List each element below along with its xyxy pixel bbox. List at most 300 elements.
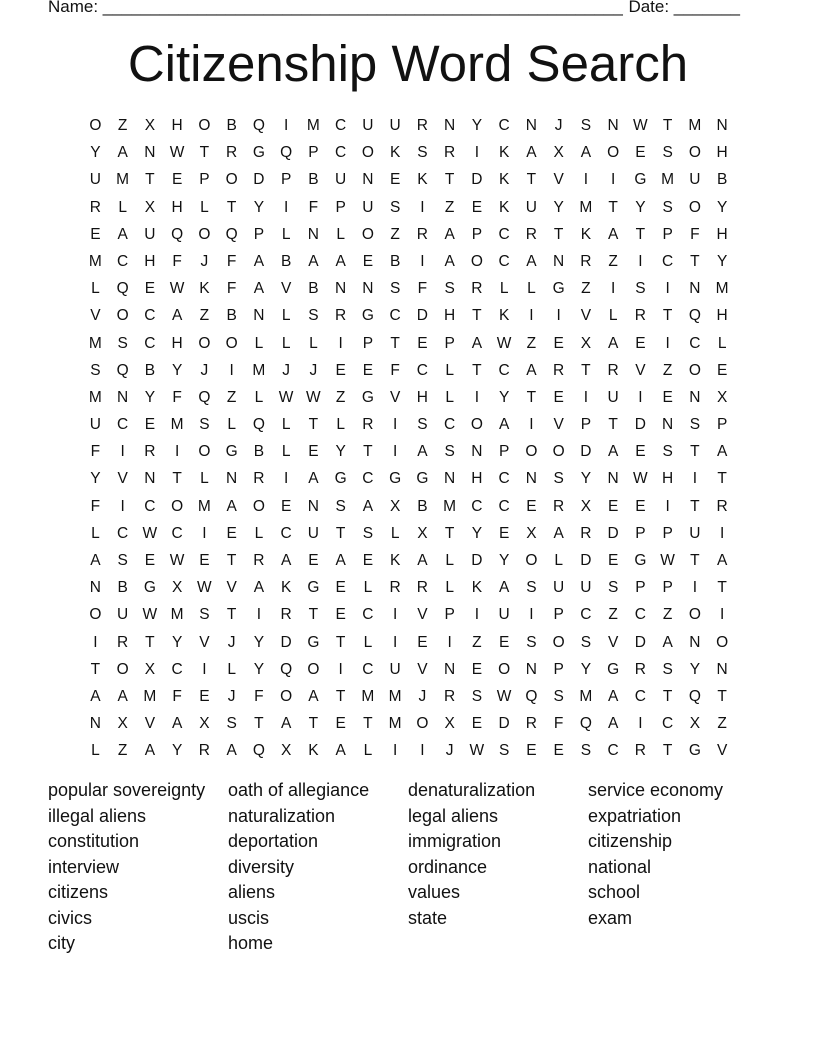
grid-letter: N — [689, 388, 701, 406]
grid-letter: R — [580, 524, 592, 542]
grid-letter: P — [199, 171, 211, 189]
grid-letter: K — [498, 144, 510, 162]
grid-letter: P — [498, 443, 510, 461]
grid-letter: V — [389, 388, 401, 406]
grid-letter: L — [227, 416, 237, 434]
grid-letter: A — [90, 687, 102, 705]
grid-letter: Z — [662, 606, 673, 624]
grid-letter: R — [634, 660, 647, 678]
word-list-item: expatriation — [588, 805, 682, 826]
grid-letter: D — [471, 171, 483, 189]
grid-letter: C — [171, 524, 184, 542]
grid-letter: A — [662, 633, 674, 651]
grid-letter: Y — [716, 252, 728, 270]
grid-letter: R — [416, 579, 429, 597]
grid-letter: D — [634, 416, 647, 434]
grid-letter: S — [607, 579, 619, 597]
grid-letter: A — [226, 497, 238, 515]
grid-letter: Q — [225, 225, 239, 243]
word-list-item: diversity — [228, 856, 295, 877]
grid-letter: N — [335, 280, 347, 298]
grid-letter: W — [278, 388, 294, 406]
grid-letter: K — [308, 742, 320, 760]
grid-letter: R — [416, 117, 429, 134]
grid-letter: S — [417, 416, 429, 434]
grid-letter: L — [717, 334, 727, 352]
grid-letter: A — [526, 252, 538, 270]
grid-letter: F — [90, 443, 101, 461]
grid-letter: S — [199, 416, 211, 434]
grid-letter: Y — [580, 470, 592, 488]
grid-letter: Q — [525, 687, 538, 705]
grid-letter: M — [361, 687, 375, 705]
word-list-item: home — [228, 933, 274, 953]
grid-letter: L — [254, 334, 264, 352]
grid-letter: G — [634, 552, 647, 569]
grid-letter: G — [416, 470, 429, 488]
grid-letter: S — [580, 742, 592, 760]
grid-letter: N — [117, 388, 129, 406]
grid-letter: E — [199, 687, 211, 705]
grid-letter: T — [226, 606, 237, 624]
grid-letter: P — [662, 524, 674, 542]
grid-letter: V — [417, 606, 429, 624]
grid-letter: E — [389, 171, 401, 189]
grid-letter: Y — [171, 742, 183, 760]
grid-letter: R — [553, 497, 565, 515]
grid-letter: I — [420, 742, 426, 760]
grid-letter: T — [690, 497, 701, 515]
grid-letter: S — [635, 280, 647, 298]
grid-letter: I — [583, 388, 589, 406]
grid-letter: O — [116, 660, 130, 678]
grid-letter: V — [553, 171, 565, 189]
grid-letter: V — [199, 633, 211, 651]
grid-letter: L — [445, 361, 455, 379]
grid-letter: K — [280, 579, 292, 597]
grid-letter: P — [280, 171, 292, 189]
grid-letter: Y — [580, 660, 592, 678]
grid-letter: D — [280, 633, 293, 651]
grid-letter: E — [308, 443, 320, 461]
word-list-item: civics — [48, 907, 92, 928]
grid-letter: E — [716, 361, 728, 379]
grid-letter: I — [174, 443, 180, 461]
grid-letter: A — [444, 252, 456, 270]
grid-letter: Y — [253, 198, 265, 216]
grid-letter: H — [171, 334, 184, 352]
grid-letter: I — [583, 171, 589, 189]
grid-letter: Z — [444, 198, 455, 216]
grid-letter: U — [389, 117, 402, 134]
grid-letter: Q — [252, 416, 266, 434]
grid-letter: L — [363, 742, 373, 760]
grid-letter: F — [172, 388, 183, 406]
grid-letter: F — [390, 361, 401, 379]
grid-letter: L — [254, 388, 264, 406]
grid-letter: T — [662, 742, 673, 760]
grid-letter: E — [144, 552, 156, 569]
grid-letter: E — [607, 497, 619, 515]
grid-letter: A — [253, 252, 265, 270]
grid-letter: P — [580, 416, 592, 434]
grid-letter: E — [362, 361, 374, 379]
grid-letter: U — [580, 579, 592, 597]
grid-letter: Y — [716, 198, 728, 216]
grid-letter: R — [634, 307, 647, 325]
grid-letter: K — [580, 225, 592, 243]
grid-letter: E — [553, 742, 565, 760]
grid-letter: X — [580, 497, 592, 515]
grid-letter: R — [471, 280, 483, 298]
grid-letter: N — [662, 416, 674, 434]
grid-letter: T — [608, 198, 619, 216]
grid-letter: S — [362, 524, 374, 542]
grid-letter: K — [471, 579, 483, 597]
grid-letter: E — [144, 280, 156, 298]
grid-letter: I — [474, 606, 480, 624]
grid-letter: O — [688, 144, 702, 162]
grid-letter: O — [89, 117, 102, 134]
grid-letter: N — [525, 470, 538, 488]
grid-letter: T — [472, 307, 483, 325]
grid-letter: Z — [608, 606, 619, 624]
grid-letter: H — [716, 307, 729, 325]
grid-letter: B — [308, 280, 320, 298]
grid-letter: L — [281, 416, 291, 434]
grid-letter: C — [634, 606, 647, 624]
grid-letter: G — [307, 633, 320, 651]
grid-letter: X — [144, 117, 156, 134]
grid-letter: I — [665, 280, 671, 298]
grid-letter: J — [227, 687, 236, 705]
word-list-item: interview — [48, 856, 120, 877]
grid-letter: C — [471, 497, 483, 515]
grid-letter: B — [144, 361, 156, 379]
grid-letter: T — [581, 361, 592, 379]
word-list-item: constitution — [48, 831, 140, 851]
grid-letter: P — [635, 579, 647, 597]
letter-grid — [82, 112, 736, 765]
grid-letter: L — [91, 280, 101, 298]
grid-letter: C — [117, 252, 129, 270]
grid-letter: J — [200, 361, 209, 379]
grid-letter: L — [390, 524, 400, 542]
grid-letter: P — [553, 606, 565, 624]
grid-letter: G — [225, 443, 239, 461]
grid-letter: E — [417, 334, 429, 352]
grid-letter: A — [417, 443, 429, 461]
grid-letter: A — [498, 579, 510, 597]
grid-letter: C — [117, 524, 129, 542]
grid-letter: E — [199, 552, 211, 569]
grid-letter: Q — [688, 307, 702, 325]
grid-letter: Y — [471, 524, 483, 542]
grid-letter: Y — [90, 470, 102, 488]
grid-letter: R — [553, 361, 565, 379]
word-list-item: state — [408, 907, 448, 928]
grid-letter: M — [170, 606, 185, 624]
grid-letter: E — [226, 524, 238, 542]
grid-letter: E — [635, 443, 647, 461]
grid-letter: R — [389, 579, 402, 597]
grid-letter: L — [91, 742, 101, 760]
grid-letter: M — [170, 416, 185, 434]
grid-letter: O — [280, 687, 293, 705]
grid-letter: A — [526, 144, 538, 162]
grid-letter: T — [172, 470, 183, 488]
word-list-item: school — [588, 882, 641, 902]
grid-letter: N — [607, 117, 620, 134]
grid-letter: U — [307, 524, 320, 542]
grid-letter: Q — [579, 715, 593, 733]
grid-letter: Y — [689, 660, 701, 678]
grid-letter: A — [526, 361, 538, 379]
grid-letter: C — [362, 470, 374, 488]
grid-letter: S — [199, 606, 211, 624]
grid-letter: S — [308, 307, 320, 325]
grid-letter: W — [496, 687, 512, 705]
grid-letter: F — [690, 225, 701, 243]
grid-letter: J — [445, 742, 454, 760]
grid-letter: R — [280, 606, 293, 624]
grid-letter: Z — [526, 334, 537, 352]
grid-letter: T — [635, 225, 646, 243]
grid-letter: I — [638, 252, 644, 270]
grid-letter: E — [335, 715, 347, 733]
word-list-item: ordinance — [408, 856, 488, 877]
grid-letter: N — [525, 117, 538, 134]
word-list-item: uscis — [228, 907, 270, 928]
grid-letter: N — [89, 579, 102, 597]
grid-letter: X — [144, 198, 156, 216]
grid-letter: C — [144, 497, 156, 515]
grid-letter: R — [362, 416, 374, 434]
grid-letter: U — [498, 606, 511, 624]
word-list-item: immigration — [408, 831, 502, 851]
grid-letter: Q — [116, 361, 130, 379]
grid-letter: F — [90, 497, 101, 515]
grid-letter: R — [525, 715, 538, 733]
grid-letter: Q — [280, 144, 293, 162]
grid-letter: U — [525, 198, 538, 216]
grid-letter: W — [142, 606, 158, 624]
grid-letter: T — [199, 144, 210, 162]
grid-letter: F — [308, 198, 319, 216]
grid-letter: T — [363, 715, 374, 733]
grid-letter: O — [225, 171, 239, 189]
grid-letter: Z — [662, 361, 673, 379]
grid-letter: C — [498, 252, 511, 270]
word-list-item: citizenship — [588, 831, 673, 851]
grid-letter: Q — [198, 388, 211, 406]
grid-letter: F — [172, 687, 183, 705]
grid-letter: L — [281, 307, 291, 325]
word-list-item: oath of allegiance — [228, 780, 370, 800]
grid-letter: E — [607, 552, 619, 569]
grid-letter: H — [471, 470, 483, 488]
grid-letter: R — [634, 742, 647, 760]
grid-letter: Q — [280, 660, 293, 678]
grid-letter: T — [526, 388, 537, 406]
grid-letter: P — [635, 524, 647, 542]
grid-letter: M — [197, 497, 212, 515]
grid-letter: M — [88, 252, 103, 270]
grid-letter: M — [579, 198, 593, 216]
grid-letter: O — [552, 633, 566, 651]
grid-letter: O — [716, 633, 729, 651]
grid-letter: E — [335, 579, 347, 597]
grid-letter: X — [144, 660, 156, 678]
grid-letter: I — [529, 307, 535, 325]
grid-letter: T — [145, 633, 156, 651]
grid-letter: E — [553, 334, 565, 352]
grid-letter: T — [662, 687, 673, 705]
grid-letter: Y — [90, 144, 102, 162]
grid-letter: R — [444, 687, 456, 705]
grid-letter: E — [335, 361, 347, 379]
grid-letter: S — [498, 742, 510, 760]
grid-letter: I — [392, 416, 398, 434]
grid-letter: X — [444, 715, 456, 733]
grid-letter: B — [226, 307, 238, 325]
grid-letter: A — [171, 715, 183, 733]
grid-letter: I — [692, 579, 698, 597]
grid-letter: W — [660, 552, 676, 569]
grid-letter: L — [281, 443, 291, 461]
grid-letter: P — [662, 225, 674, 243]
word-list-item: illegal aliens — [48, 805, 147, 826]
grid-letter: I — [420, 252, 426, 270]
grid-letter: C — [389, 307, 402, 325]
grid-letter: W — [469, 742, 485, 760]
grid-letter: V — [90, 307, 102, 325]
grid-letter: R — [335, 307, 347, 325]
grid-letter: S — [444, 443, 456, 461]
grid-letter: A — [335, 252, 347, 270]
grid-letter: L — [445, 552, 455, 569]
grid-letter: O — [525, 552, 538, 569]
grid-letter: T — [308, 606, 319, 624]
grid-letter: M — [388, 687, 403, 705]
grid-letter: U — [689, 171, 701, 189]
grid-letter: O — [198, 443, 211, 461]
grid-letter: A — [144, 742, 156, 760]
grid-letter: Q — [688, 687, 702, 705]
grid-letter: C — [144, 334, 156, 352]
grid-letter: F — [417, 280, 428, 298]
grid-letter: R — [89, 198, 102, 216]
grid-letter: T — [717, 687, 728, 705]
grid-letter: U — [89, 416, 102, 434]
grid-letter: T — [472, 361, 483, 379]
grid-letter: E — [308, 552, 320, 569]
word-list-item: denaturalization — [408, 780, 536, 800]
grid-letter: T — [145, 171, 156, 189]
date-field-label: Date: _______ — [628, 0, 740, 16]
grid-letter: U — [553, 579, 565, 597]
grid-letter: M — [688, 117, 702, 134]
grid-letter: P — [362, 334, 374, 352]
grid-letter: T — [608, 416, 619, 434]
grid-letter: N — [362, 171, 374, 189]
grid-letter: F — [226, 280, 237, 298]
grid-letter: W — [633, 470, 649, 488]
grid-letter: Z — [117, 742, 128, 760]
grid-letter: M — [661, 171, 675, 189]
grid-letter: H — [144, 252, 156, 270]
grid-letter: E — [144, 416, 156, 434]
grid-letter: R — [144, 443, 156, 461]
grid-letter: H — [171, 117, 184, 134]
grid-letter: S — [226, 715, 238, 733]
grid-letter: V — [144, 715, 156, 733]
grid-letter: C — [607, 742, 620, 760]
grid-letter: O — [688, 361, 702, 379]
grid-letter: F — [254, 687, 265, 705]
grid-letter: I — [692, 470, 698, 488]
grid-letter: K — [498, 198, 510, 216]
grid-letter: N — [444, 470, 456, 488]
grid-letter: S — [444, 280, 456, 298]
grid-letter: B — [389, 252, 401, 270]
grid-letter: I — [392, 443, 398, 461]
word-list-item: exam — [588, 907, 633, 928]
grid-letter: C — [444, 416, 456, 434]
grid-letter: D — [498, 715, 511, 733]
grid-letter: M — [88, 388, 103, 406]
grid-letter: I — [420, 198, 426, 216]
grid-letter: E — [280, 497, 292, 515]
grid-letter: O — [498, 660, 511, 678]
grid-letter: T — [690, 552, 701, 569]
grid-letter: I — [665, 497, 671, 515]
grid-letter: B — [117, 579, 129, 597]
grid-letter: K — [498, 307, 510, 325]
grid-letter: G — [688, 742, 702, 760]
grid-letter: A — [117, 144, 129, 162]
word-list-item: national — [588, 856, 652, 877]
grid-letter: A — [716, 552, 728, 569]
grid-letter: S — [389, 280, 401, 298]
grid-letter: I — [283, 117, 289, 134]
grid-letter: S — [580, 117, 592, 134]
grid-letter: E — [471, 715, 483, 733]
grid-letter: X — [716, 388, 728, 406]
grid-letter: O — [252, 497, 266, 515]
grid-letter: E — [171, 171, 183, 189]
grid-letter: A — [553, 524, 565, 542]
grid-letter: C — [335, 144, 347, 162]
grid-letter: X — [280, 742, 292, 760]
grid-letter: H — [444, 307, 456, 325]
grid-letter: G — [634, 171, 647, 189]
grid-letter: A — [253, 579, 265, 597]
grid-letter: S — [580, 633, 592, 651]
grid-letter: T — [444, 524, 455, 542]
grid-letter: A — [471, 334, 483, 352]
grid-letter: W — [633, 117, 649, 134]
grid-letter: T — [363, 443, 374, 461]
grid-letter: E — [635, 334, 647, 352]
grid-letter: O — [198, 334, 211, 352]
grid-letter: O — [416, 715, 429, 733]
grid-letter: T — [690, 443, 701, 461]
grid-letter: E — [526, 497, 538, 515]
grid-letter: G — [389, 470, 402, 488]
grid-letter: E — [417, 633, 429, 651]
grid-letter: B — [716, 171, 728, 189]
